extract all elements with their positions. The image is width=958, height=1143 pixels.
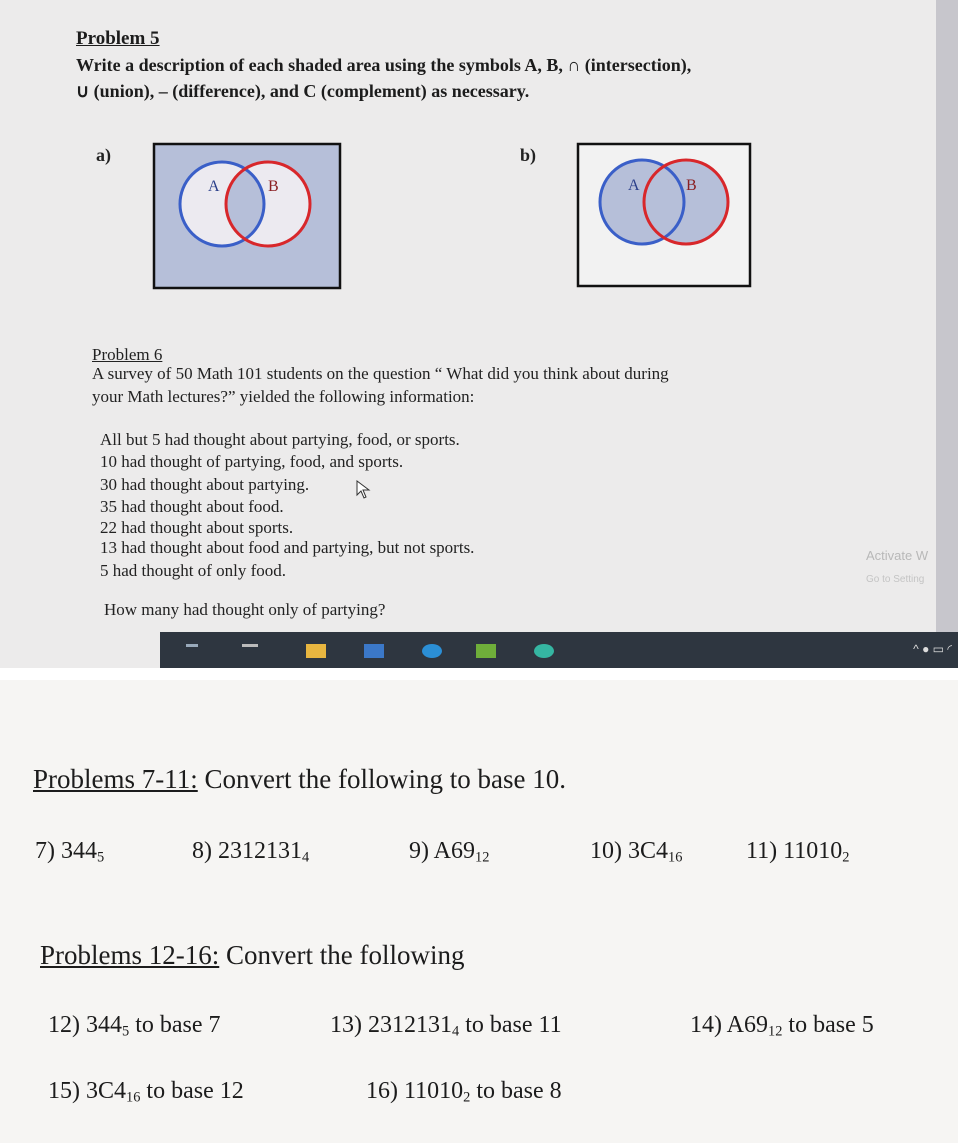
- conversion-item: 7) $344_5$: [35, 838, 105, 866]
- conversion-item: 10) $3C4_{16}$: [590, 838, 683, 866]
- venn-diagram-a: [150, 140, 346, 292]
- conversion-item: 15) $3C4_{16}$ to base 12: [48, 1078, 244, 1106]
- taskbar: [160, 632, 958, 668]
- conversion-item: 14) $A69_{12}$ to base 5: [690, 1012, 874, 1040]
- conversion-item: 9) $A69_{12}$: [409, 838, 490, 866]
- venn-diagram-b: [574, 140, 754, 290]
- problem-6-title: Problem 6: [92, 345, 163, 364]
- conversion-item: 12) $344_5$ to base 7: [48, 1012, 221, 1040]
- task-view-icon[interactable]: [186, 644, 198, 661]
- venn-b-label-b: B: [686, 177, 697, 194]
- survey-fact: 13 had thought about food and partying, but not sports.: [100, 538, 475, 557]
- search-icon[interactable]: [242, 644, 258, 661]
- survey-fact: 10 had thought of partying, food, and sports.: [100, 452, 404, 471]
- survey-fact: 35 had thought about food.: [100, 497, 284, 516]
- mouse-cursor-icon: [356, 480, 372, 500]
- problems-7-11-heading: [33, 764, 566, 795]
- problem-5-line-1: Write a description of each shaded area using the symbols A, B, ∩ (intersection),: [76, 55, 692, 75]
- survey-fact: All but 5 had thought about partying, food, or sports.: [100, 430, 460, 449]
- survey-fact: 22 had thought about sports.: [100, 518, 294, 537]
- conversion-item: 13) $2312131_4$ to base 11: [330, 1012, 562, 1040]
- survey-fact: 30 had thought about partying.: [100, 475, 310, 494]
- conversion-item: 11) $11010_2$: [746, 838, 850, 866]
- venn-a-label-b: B: [268, 178, 279, 195]
- problems-7-11-instruction: Convert the following to base 10.: [197, 764, 566, 794]
- problem-5-title: Problem 5: [76, 28, 160, 49]
- problem-6-line-1: A survey of 50 Math 101 students on the question “ What did you think about during: [92, 364, 669, 383]
- screen-edge: [936, 0, 958, 640]
- store-icon[interactable]: [476, 644, 496, 658]
- conversion-item: 16) $11010_2$ to base 8: [366, 1078, 562, 1106]
- activate-windows-subtext: Go to Setting: [866, 574, 925, 585]
- app-icon[interactable]: [534, 644, 554, 658]
- problem-6-question: How many had thought only of partying?: [104, 600, 386, 619]
- activate-windows-watermark: Activate W: [866, 548, 929, 563]
- conversion-item: 8) $2312131_4$: [192, 838, 310, 866]
- problems-12-16-instruction: Convert the following: [219, 940, 465, 970]
- problem-6-line-2: your Math lectures?” yielded the following information:: [92, 387, 475, 406]
- problems-12-16-heading: [40, 940, 464, 971]
- mail-icon[interactable]: [364, 644, 384, 658]
- part-a-label: a): [96, 145, 111, 165]
- survey-fact: 5 had thought of only food.: [100, 561, 287, 580]
- photo-separator: [0, 668, 958, 680]
- part-b-label: b): [520, 145, 537, 165]
- system-tray[interactable]: ^ ● ▭ ◜: [913, 642, 952, 656]
- file-explorer-icon[interactable]: [306, 644, 326, 658]
- venn-b-label-a: A: [628, 177, 640, 194]
- problem-5-line-2: ∪ (union), – (difference), and C (complement) as necessary.: [76, 81, 530, 101]
- problems-7-11-label: Problems 7-11:: [33, 764, 198, 794]
- problems-7-16-photo: [0, 668, 958, 1143]
- edge-browser-icon[interactable]: [422, 644, 442, 658]
- problems-12-16-label: Problems 12-16:: [40, 940, 220, 970]
- venn-a-label-a: A: [208, 178, 220, 195]
